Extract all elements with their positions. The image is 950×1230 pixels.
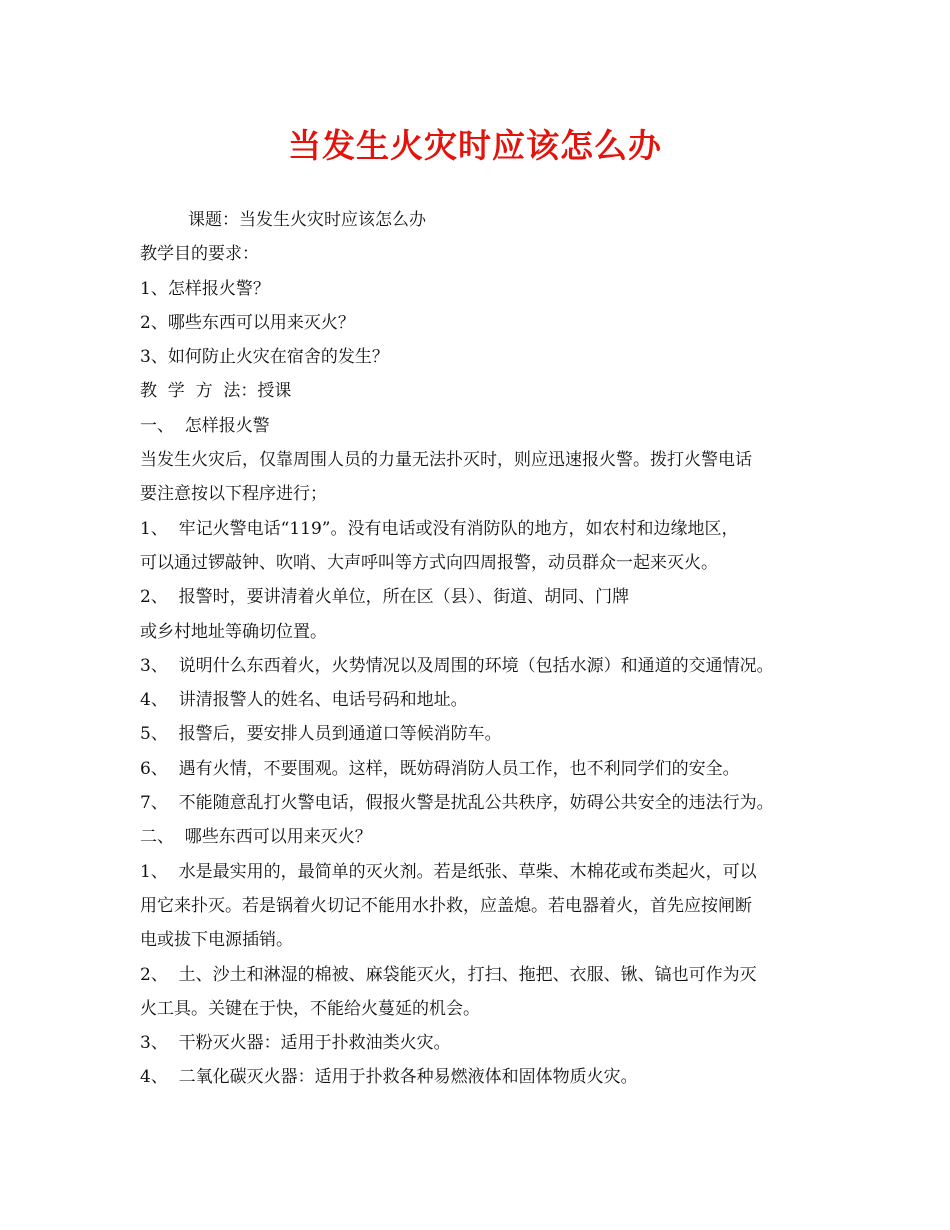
- list-item-continuation: 或乡村地址等确切位置。: [140, 621, 327, 642]
- objective-item: 3、如何防止火灾在宿舍的发生？: [140, 347, 389, 368]
- list-item: 6、 遇有火情，不要围观。这样，既妨碍消防人员工作，也不利同学们的安全。: [140, 758, 740, 779]
- teaching-method-line: 教 学 方 法：授课: [140, 381, 292, 402]
- list-item: 4、 二氧化碳灭火器：适用于扑救各种易燃液体和固体物质火灾。: [140, 1067, 638, 1088]
- list-item-continuation: 用它来扑灭。若是锅着火切记不能用水扑救，应盖熄。若电器着火，首先应按闸断: [140, 895, 752, 916]
- list-item: 2、 土、沙土和淋湿的棉被、麻袋能灭火，打扫、拖把、衣服、锹、镐也可作为灭: [140, 964, 757, 985]
- list-item-continuation: 可以通过锣敲钟、吹哨、大声呼叫等方式向四周报警，动员群众一起来灭火。: [140, 552, 718, 573]
- list-item: 4、 讲清报警人的姓名、电话号码和地址。: [140, 690, 468, 711]
- document-body: [140, 203, 840, 1095]
- list-item-continuation: 火工具。关键在于快，不能给火蔓延的机会。: [140, 998, 480, 1019]
- list-item: 1、 水是最实用的，最简单的灭火剂。若是纸张、草柴、木棉花或布类起火，可以: [140, 861, 757, 882]
- list-item: 1、 牢记火警电话“119”。没有电话或没有消防队的地方，如农村和边缘地区，: [140, 518, 739, 539]
- objectives-heading: 教学目的要求：: [140, 244, 259, 265]
- page-title: 当发生火灾时应该怎么办: [288, 126, 662, 165]
- paragraph-line: 要注意按以下程序进行；: [140, 484, 327, 505]
- objective-item: 1、怎样报火警？: [140, 278, 270, 299]
- list-item: 2、 报警时，要讲清着火单位，所在区（县）、街道、胡同、门牌: [140, 587, 630, 608]
- section-heading: 一、 怎样报火警: [140, 415, 270, 436]
- list-item: 5、 报警后，要安排人员到通道口等候消防车。: [140, 724, 502, 745]
- paragraph-line: 当发生火灾后，仅靠周围人员的力量无法扑灭时，则应迅速报火警。拨打火警电话: [140, 450, 752, 471]
- objective-item: 2、哪些东西可以用来灭火？: [140, 312, 355, 333]
- course-topic-line: 课题：当发生火灾时应该怎么办: [188, 210, 426, 230]
- list-item: 3、 干粉灭火器：适用于扑救油类火灾。: [140, 1033, 451, 1054]
- list-item-continuation: 电或拔下电源插销。: [140, 930, 293, 951]
- section-heading: 二、 哪些东西可以用来灭火？: [140, 827, 372, 848]
- list-item: 3、 说明什么东西着火，火势情况以及周围的环境（包括水源）和通道的交通情况。: [140, 655, 774, 676]
- list-item: 7、 不能随意乱打火警电话，假报火警是扰乱公共秩序，妨碍公共安全的违法行为。: [140, 793, 774, 814]
